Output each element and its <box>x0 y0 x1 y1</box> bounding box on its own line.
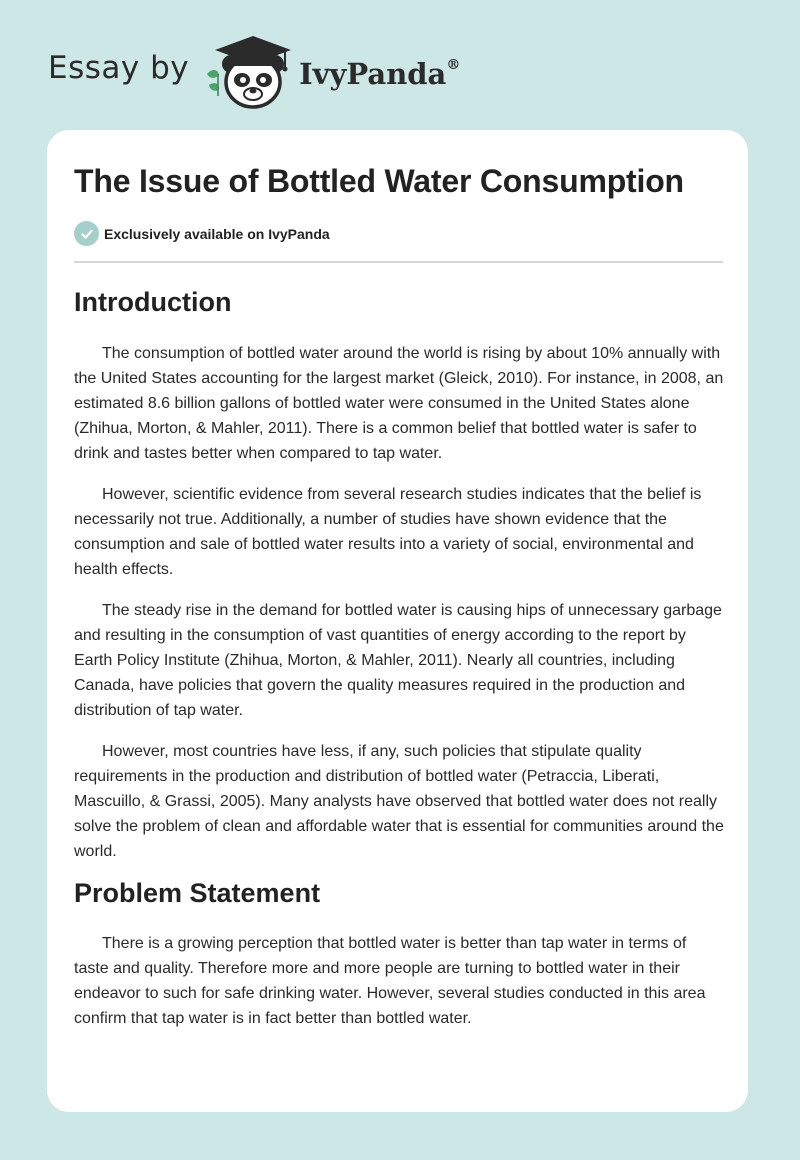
brand-prefix: Essay by <box>48 50 190 86</box>
section-heading-introduction: Introduction <box>74 287 232 317</box>
exclusive-badge-label: Exclusively available on IvyPanda <box>104 225 330 242</box>
exclusive-badge <box>74 221 330 246</box>
paragraph: The consumption of bottled water around the world is rising by about 10% annually with the United States accounting for the largest market (Gleick, 2010). For instance, in 2008, an estimated 8.6 billion gallons of bottled water were consumed in the United States alone (Zhihua, Morton, & Mahler, 2011). There is a common belief that bottled water is safer to drink and tastes better when compared to tap water. <box>74 345 724 462</box>
article-body <box>74 280 724 1031</box>
article-card <box>47 130 748 1112</box>
divider <box>74 261 723 263</box>
brand-name <box>299 57 460 91</box>
paragraph: The steady rise in the demand for bottled water is causing hips of unnecessary garbage and resulting in the consumption of vast quantities of energy according to the report by Earth Policy Institute (Zhihua, Morton, & Mahler, 2011). Nearly all countries, including Canada, have policies that govern the quality measures required in the production and distribution of tap water. <box>74 602 722 719</box>
checkmark-icon <box>74 221 99 246</box>
panda-logo-icon <box>203 34 299 110</box>
paragraph: There is a growing perception that bottled water is better than tap water in terms of taste and quality. Therefore more and more people are turning to bottled water in their endeavor to such for safe drinking water. However, several studies conducted in this area confirm that tap water is in fact better than bottled water. <box>74 935 706 1027</box>
brand-header <box>48 34 460 110</box>
paragraph: However, most countries have less, if any, such policies that stipulate quality requirements in the production and distribution of bottled water (Petraccia, Liberati, Mascuillo, & Grassi, 2005). Many analysts have observed that bottled water does not really solve the problem of clean and affordable water that is essential for communities around the world. <box>74 743 724 860</box>
registered-mark: ® <box>446 57 461 74</box>
paragraph: However, scientific evidence from several research studies indicates that the belief is necessarily not true. Additionally, a number of studies have shown evidence that the consumption and sale of bottled water results into a variety of social, environmental and health effects. <box>74 486 702 578</box>
section-heading-problem-statement: Problem Statement <box>74 878 321 908</box>
article-title: The Issue of Bottled Water Consumption <box>74 163 684 199</box>
brand-name-text: IvyPanda <box>299 57 447 91</box>
